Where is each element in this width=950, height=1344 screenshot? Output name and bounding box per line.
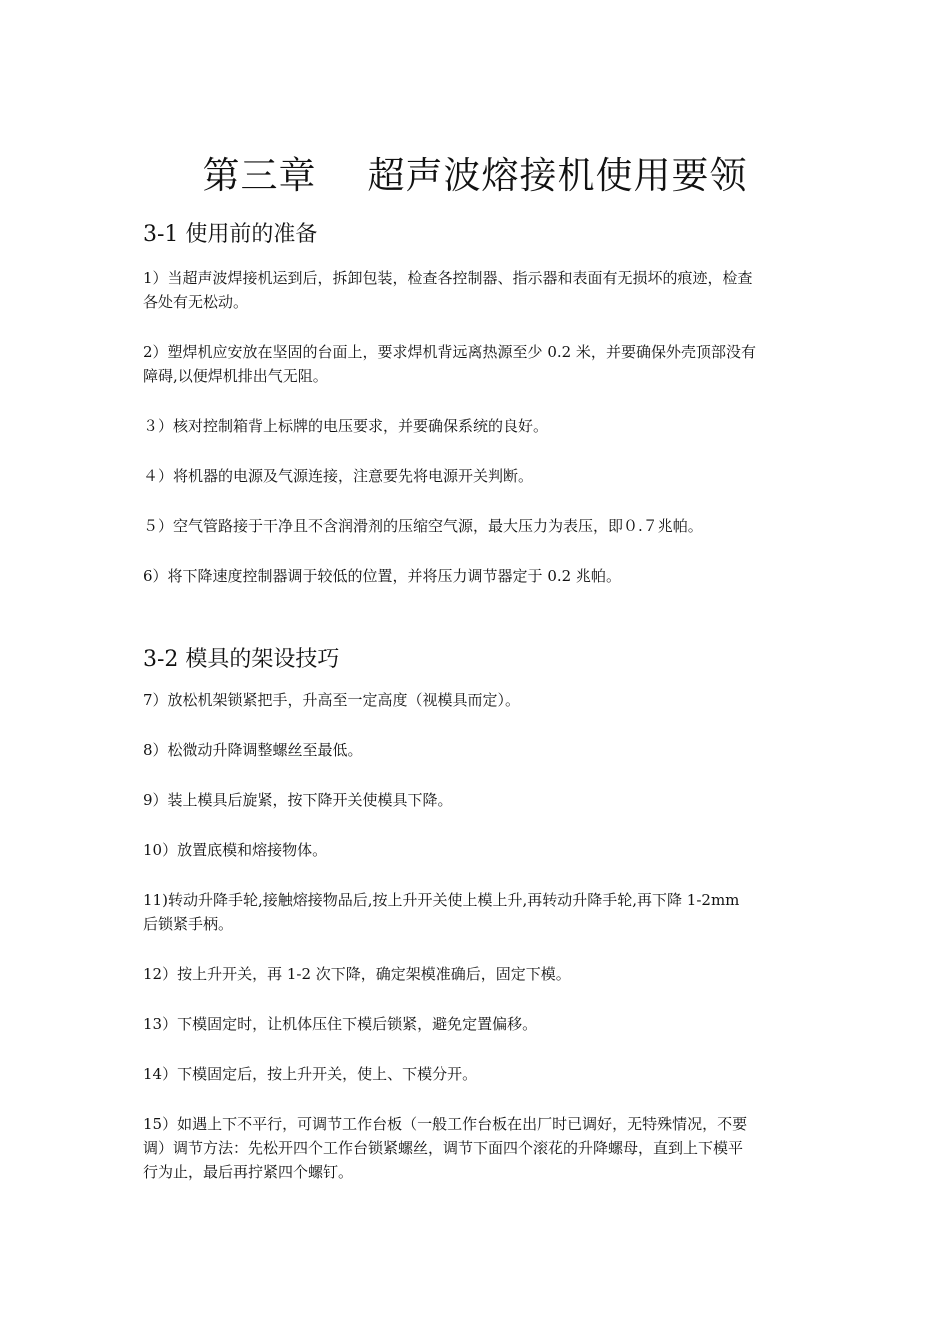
paragraph-5 — [143, 514, 823, 538]
paragraph-12 — [143, 962, 823, 986]
paragraph-line: 11)转动升降手轮,接触熔接物品后,按上升开关使上模上升,再转动升降手轮,再下降 1-2mm — [143, 891, 740, 909]
paragraph-1 — [143, 266, 823, 314]
paragraph-line: 15）如遇上下不平行，可调节工作台板（一般工作台板在出厂时已调好，无特殊情况，不要 — [143, 1115, 748, 1133]
paragraph-line: 各处有无松动。 — [143, 293, 249, 311]
paragraph-line: 7）放松机架锁紧把手，升高至一定高度（视模具而定）。 — [143, 691, 521, 709]
paragraph-line: 14）下模固定后，按上升开关，使上、下模分开。 — [143, 1065, 478, 1083]
paragraph-line: 12）按上升开关，再 1-2 次下降，确定架模准确后，固定下模。 — [143, 965, 571, 983]
paragraph-line: 8）松微动升降调整螺丝至最低。 — [143, 741, 363, 759]
paragraph-3 — [143, 414, 823, 438]
paragraph-line: 9）装上模具后旋紧，按下降开关使模具下降。 — [143, 791, 453, 809]
paragraph-line: 1）当超声波焊接机运到后，拆卸包装，检查各控制器、指示器和表面有无损坏的痕迹，检查 — [143, 269, 753, 287]
paragraph-line: 10）放置底模和熔接物体。 — [143, 841, 328, 859]
paragraph-4 — [143, 464, 823, 488]
paragraph-6 — [143, 564, 823, 588]
paragraph-line: 后锁紧手柄。 — [143, 915, 234, 933]
paragraph-line: ４）将机器的电源及气源连接，注意要先将电源开关判断。 — [143, 467, 534, 485]
paragraph-11 — [143, 888, 823, 936]
paragraph-line: 调）调节方法：先松开四个工作台锁紧螺丝，调节下面四个滚花的升降螺母，直到上下模平 — [143, 1139, 744, 1157]
paragraph-7 — [143, 688, 823, 712]
paragraph-15 — [143, 1112, 823, 1184]
paragraph-8 — [143, 738, 823, 762]
paragraph-line: 行为止，最后再拧紧四个螺钉。 — [143, 1163, 354, 1181]
paragraph-line: 6）将下降速度控制器调于较低的位置，并将压力调节器定于 0.2 兆帕。 — [143, 567, 621, 585]
paragraph-10 — [143, 838, 823, 862]
paragraph-9 — [143, 788, 823, 812]
paragraph-line: 13）下模固定时，让机体压住下模后锁紧，避免定置偏移。 — [143, 1015, 538, 1033]
section-heading-mold: 3-2 模具的架设技巧 — [143, 647, 340, 672]
chapter-title: 第三章 超声波熔接机使用要领 — [202, 154, 748, 197]
paragraph-line: 障碍,以便焊机排出气无阻。 — [143, 367, 328, 385]
paragraph-line: ５）空气管路接于干净且不含润滑剂的压缩空气源，最大压力为表压，即０.７兆帕。 — [143, 517, 703, 535]
paragraph-14 — [143, 1062, 823, 1086]
section-heading-prep: 3-1 使用前的准备 — [143, 222, 318, 247]
paragraph-line: 2）塑焊机应安放在坚固的台面上，要求焊机背远离热源至少 0.2 米，并要确保外壳顶部没有 — [143, 343, 756, 361]
paragraph-line: ３）核对控制箱背上标牌的电压要求，并要确保系统的良好。 — [143, 417, 549, 435]
paragraph-2 — [143, 340, 823, 388]
paragraph-13 — [143, 1012, 823, 1036]
